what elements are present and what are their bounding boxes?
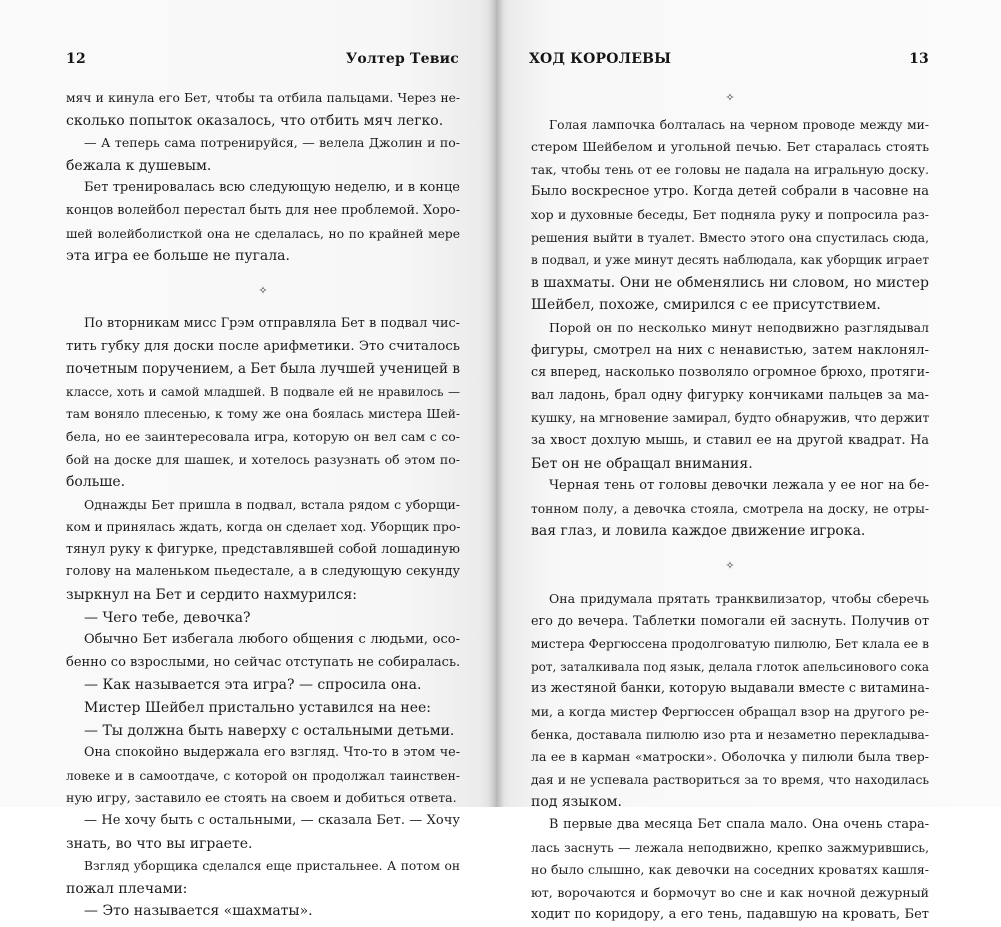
text-line: мяч и кинула его Бет, чтобы та отбила пальцами. Через не- bbox=[66, 91, 460, 105]
text-line: — Не хочу быть с остальными, — сказала Бет. — Хочу bbox=[84, 813, 460, 828]
text-line: Она спокойно выдержала его взгляд. Что-то в этом че- bbox=[84, 745, 460, 761]
text-line: ходит по коридору, а его тень, падавшую на кровать, Бет bbox=[531, 907, 929, 923]
text-line: Было воскресное утро. Когда детей собрали в часовне на bbox=[531, 184, 929, 200]
text-line: — Как называется эта игра? — спросила она. bbox=[84, 677, 422, 694]
text-line: вал ладонь, брал одну фигурку кончиками пальцев за ма- bbox=[531, 387, 929, 403]
text-line: дая и не успевала раствориться за то время, что находилась bbox=[531, 772, 929, 787]
text-line: мистера Фергюссена продолговатую пилюлю, Бет клала ее в bbox=[531, 637, 929, 652]
text-line: Мистер Шейбел пристально уставился на нее: bbox=[84, 700, 432, 717]
text-line: ную игру, заставило ее стоять на своем и добиться ответа. bbox=[66, 790, 457, 806]
text-line: сколько попыток оказалось, что отбить мяч легко. bbox=[66, 112, 444, 129]
right-running-head bbox=[529, 51, 929, 71]
text-line: бенно со взрослыми, но сейчас отступать не собиралась. bbox=[66, 654, 461, 670]
left-page-text bbox=[66, 87, 460, 923]
text-line: — А теперь сама потренируйся, — велела Джолин и по- bbox=[84, 135, 460, 151]
text-line: рот, заталкивала под язык, делала глоток апельсинового сока bbox=[531, 659, 929, 674]
text-line: стером Шейбелом и угольной печью. Бет старалась стоять bbox=[531, 139, 929, 155]
text-line: По вторникам мисс Грэм отправляла Бет в подвал чис- bbox=[84, 315, 460, 331]
text-line: Черная тень от головы девочки лежала у ее ног на бе- bbox=[549, 478, 929, 494]
text-line: бежала к душевым. bbox=[66, 157, 212, 174]
text-line: ют, ворочаются и бормочут во сне и как ночной дежурный bbox=[531, 884, 929, 900]
left-running-head bbox=[66, 51, 459, 71]
section-separator-ornament: ✧ bbox=[725, 558, 735, 572]
text-line: знать, во что вы играете. bbox=[66, 835, 253, 852]
text-line: ком и принялась ждать, когда он сделает ход. Уборщик про- bbox=[66, 520, 461, 535]
text-line: тянул руку к фигурке, представлявшей собой лошадиную bbox=[66, 541, 460, 557]
text-line: кушку, на мгновение замирал, будто обнаружив, что держит bbox=[531, 411, 930, 426]
text-line: классе, хоть и самой младшей. В подвале ей не нравилось — bbox=[66, 384, 460, 399]
text-line: пожал плечами: bbox=[66, 880, 188, 897]
left-page-number: 12 bbox=[66, 51, 86, 67]
text-line: бой на доске для шашек, и хотелось разузнать об этом по- bbox=[66, 451, 460, 467]
text-line: тонном полу, а девочка стояла, смотрела на доску, не отры- bbox=[531, 501, 929, 516]
text-line: его до вечера. Таблетки помогали ей заснуть. Получив от bbox=[531, 613, 929, 629]
text-line: шей волейболисткой она не сделалась, но по крайней мере bbox=[66, 226, 460, 241]
text-line: В первые два месяца Бет спала мало. Она очень стара- bbox=[549, 817, 929, 832]
text-line: решения выйти в туалет. Вместо этого она спустилась сюда, bbox=[531, 230, 929, 245]
text-line: лась заснуть — лежала неподвижно, крепко зажмурившись, bbox=[531, 840, 929, 855]
text-line: бенка, доставала пилюлю изо рта и незаметно перекладыва- bbox=[531, 727, 929, 742]
text-line: Бет тренировалась всю следующую неделю, и в конце bbox=[84, 180, 460, 196]
right-page bbox=[495, 0, 1001, 923]
text-line: зыркнул на Бет и сердито нахмурился: bbox=[66, 587, 358, 604]
text-line: Взгляд уборщика сделался еще пристальнее. А потом он bbox=[84, 859, 460, 874]
text-line: — Чего тебе, девочка? bbox=[84, 609, 251, 626]
text-line: тить губку для доски после арифметики. Это считалось bbox=[66, 338, 460, 354]
right-book-title: ХОД КОРОЛЕВЫ bbox=[529, 51, 672, 67]
text-line: ся вперед, насколько позволяло огромное брюхо, протяги- bbox=[531, 365, 930, 381]
text-line: ловеке и в самоотдаче, с которой он продолжал таинствен- bbox=[66, 768, 460, 783]
text-line: там воняло плесенью, к тому же она боялась мистера Шей- bbox=[66, 407, 460, 422]
right-page-text bbox=[531, 91, 929, 927]
text-line: Порой он по несколько минут неподвижно разглядывал bbox=[549, 319, 929, 335]
text-line: в шахматы. Они не обменялись ни словом, но мистер bbox=[531, 274, 929, 291]
text-line: под языком. bbox=[531, 794, 622, 811]
text-line: так, чтобы тень от ее головы не падала на игральную доску. bbox=[531, 162, 929, 177]
text-line: больше. bbox=[66, 474, 126, 491]
text-line: — Ты должна быть наверху с остальными детьми. bbox=[84, 722, 455, 739]
text-line: Голая лампочка болталась на черном проводе между ми- bbox=[549, 117, 929, 132]
text-line: Шейбел, похоже, смирился с ее присутствием. bbox=[531, 297, 881, 314]
text-line: фигуры, смотрел на них с ненавистью, затем наклонял- bbox=[531, 342, 929, 358]
text-line: Бет он не обращал внимания. bbox=[531, 455, 753, 472]
text-line: в подвал, и уже минут десять наблюдала, как уборщик играет bbox=[531, 253, 929, 268]
section-separator-ornament: ✧ bbox=[725, 91, 735, 104]
left-author-name: Уолтер Тевис bbox=[345, 51, 459, 67]
text-line: хор и духовные беседы, Бет подняла руку и попросила раз- bbox=[531, 206, 929, 222]
text-line: Однажды Бет пришла в подвал, встала рядом с уборщи- bbox=[84, 496, 460, 512]
text-line: за хвост дохлую мышь, и ставил ее на другой квадрат. На bbox=[531, 432, 929, 448]
text-line: Она придумала прятать транквилизатор, чтобы сберечь bbox=[549, 591, 929, 607]
right-page-number: 13 bbox=[909, 51, 929, 67]
text-line: бела, но ее заинтересовала игра, которую он вел сам с со- bbox=[66, 428, 460, 444]
text-line: почетным поручением, а Бет была лучшей ученицей в bbox=[66, 361, 460, 378]
text-line: — Это называется «шахматы». bbox=[84, 903, 313, 920]
text-line: Обычно Бет избегала любого общения с людьми, осо- bbox=[84, 632, 460, 648]
left-page bbox=[0, 0, 495, 920]
text-line: эта игра ее больше не пугала. bbox=[66, 248, 290, 265]
text-line: ми, а когда мистер Фергюссен обращал взор на другого ре- bbox=[531, 704, 929, 720]
text-line: но было слышно, как девочки на соседних кроватях кашля- bbox=[531, 862, 929, 878]
text-line: голову на маленьком пьедестале, а в следующую секунду bbox=[66, 564, 460, 580]
text-line: вая глаз, и ловила каждое движение игрока. bbox=[531, 523, 866, 540]
text-line: ла ее в карман «матроски». Оболочка у пилюли была твер- bbox=[531, 749, 929, 765]
text-line: из жестяной банки, которую выдавали вместе с витамина- bbox=[531, 681, 930, 697]
text-line: концов волейбол перестал быть для нее проблемой. Хоро- bbox=[66, 202, 460, 218]
section-separator-ornament: ✧ bbox=[258, 283, 268, 297]
